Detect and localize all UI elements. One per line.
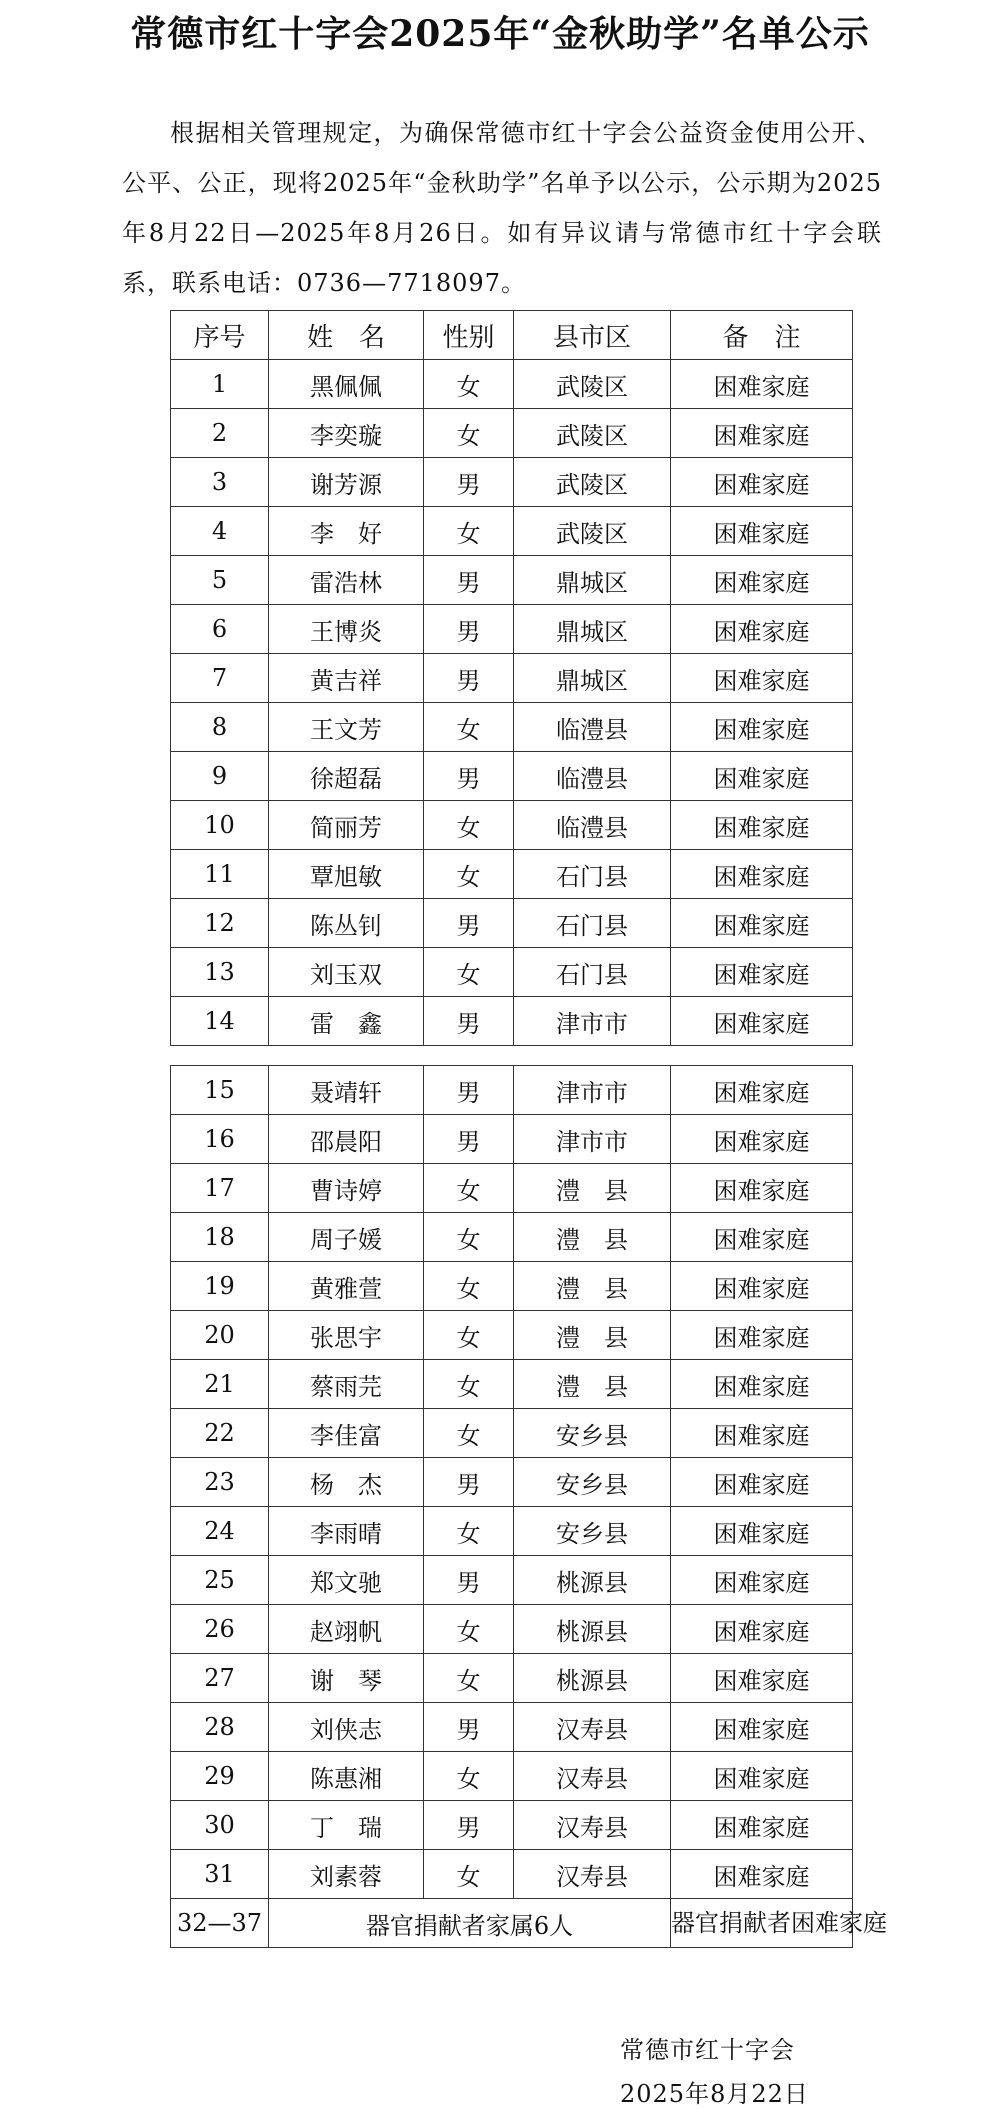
cell-name: 覃旭敏 xyxy=(269,850,424,899)
cell-note: 困难家庭 xyxy=(671,1752,853,1801)
table-row xyxy=(171,1752,853,1801)
cell-district: 安乡县 xyxy=(514,1507,671,1556)
cell-gender: 男 xyxy=(424,556,514,605)
cell-district: 石门县 xyxy=(514,948,671,997)
cell-name: 赵翊帆 xyxy=(269,1605,424,1654)
cell-gender: 女 xyxy=(424,1360,514,1409)
cell-name: 王博炎 xyxy=(269,605,424,654)
cell-name: 李 好 xyxy=(269,507,424,556)
cell-gender: 男 xyxy=(424,899,514,948)
table-row xyxy=(171,507,853,556)
cell-district: 汉寿县 xyxy=(514,1801,671,1850)
cell-district: 安乡县 xyxy=(514,1409,671,1458)
cell-no: 20 xyxy=(171,1311,269,1360)
summary-description: 器官捐献者家属6人 xyxy=(269,1899,671,1948)
cell-gender: 女 xyxy=(424,1752,514,1801)
cell-note: 困难家庭 xyxy=(671,1262,853,1311)
cell-no: 21 xyxy=(171,1360,269,1409)
cell-note: 困难家庭 xyxy=(671,1556,853,1605)
cell-district: 武陵区 xyxy=(514,409,671,458)
cell-no: 14 xyxy=(171,997,269,1046)
cell-district: 石门县 xyxy=(514,850,671,899)
cell-note: 困难家庭 xyxy=(671,948,853,997)
cell-name: 刘侠志 xyxy=(269,1703,424,1752)
cell-district: 澧 县 xyxy=(514,1164,671,1213)
cell-gender: 男 xyxy=(424,997,514,1046)
table-row xyxy=(171,1850,853,1899)
cell-name: 李奕璇 xyxy=(269,409,424,458)
cell-name: 雷 鑫 xyxy=(269,997,424,1046)
cell-note: 困难家庭 xyxy=(671,703,853,752)
table-row xyxy=(171,1164,853,1213)
cell-gender: 男 xyxy=(424,605,514,654)
table-row xyxy=(171,605,853,654)
cell-no: 3 xyxy=(171,458,269,507)
intro-paragraph: 根据相关管理规定，为确保常德市红十字会公益资金使用公开、公平、公正，现将2025年“金秋助学”名单予以公示，公示期为2025年8月22日—2025年8月26日。如有异议请与常德市红十字会联系，联系电话：0736—7718097。 xyxy=(122,119,882,297)
cell-name: 周子媛 xyxy=(269,1213,424,1262)
cell-district: 汉寿县 xyxy=(514,1850,671,1899)
roster-table-page-2 xyxy=(170,1065,887,1948)
cell-note: 困难家庭 xyxy=(671,1360,853,1409)
table-row xyxy=(171,1556,853,1605)
cell-name: 雷浩林 xyxy=(269,556,424,605)
table-row xyxy=(171,360,853,409)
cell-district: 汉寿县 xyxy=(514,1703,671,1752)
cell-no: 31 xyxy=(171,1850,269,1899)
cell-gender: 女 xyxy=(424,1262,514,1311)
cell-name: 王文芳 xyxy=(269,703,424,752)
cell-district: 临澧县 xyxy=(514,703,671,752)
cell-gender: 女 xyxy=(424,1164,514,1213)
cell-no: 16 xyxy=(171,1115,269,1164)
cell-name: 李佳富 xyxy=(269,1409,424,1458)
cell-name: 黄雅萱 xyxy=(269,1262,424,1311)
cell-district: 津市市 xyxy=(514,1066,671,1115)
cell-gender: 女 xyxy=(424,1507,514,1556)
cell-no: 25 xyxy=(171,1556,269,1605)
cell-note: 困难家庭 xyxy=(671,409,853,458)
cell-no: 19 xyxy=(171,1262,269,1311)
cell-note: 困难家庭 xyxy=(671,1409,853,1458)
cell-note: 困难家庭 xyxy=(671,1115,853,1164)
cell-no: 6 xyxy=(171,605,269,654)
cell-name: 黄吉祥 xyxy=(269,654,424,703)
table-row xyxy=(171,1507,853,1556)
cell-no: 30 xyxy=(171,1801,269,1850)
cell-name: 邵晨阳 xyxy=(269,1115,424,1164)
cell-no: 24 xyxy=(171,1507,269,1556)
cell-note: 困难家庭 xyxy=(671,801,853,850)
cell-name: 陈丛钊 xyxy=(269,899,424,948)
cell-name: 谢 琴 xyxy=(269,1654,424,1703)
cell-name: 简丽芳 xyxy=(269,801,424,850)
cell-district: 安乡县 xyxy=(514,1458,671,1507)
cell-gender: 女 xyxy=(424,1213,514,1262)
cell-note: 困难家庭 xyxy=(671,507,853,556)
cell-note: 困难家庭 xyxy=(671,1507,853,1556)
cell-no: 29 xyxy=(171,1752,269,1801)
cell-note: 困难家庭 xyxy=(671,1801,853,1850)
cell-district: 武陵区 xyxy=(514,360,671,409)
cell-no: 18 xyxy=(171,1213,269,1262)
cell-name: 李雨晴 xyxy=(269,1507,424,1556)
roster-body-2 xyxy=(171,1066,853,1899)
table-row xyxy=(171,654,853,703)
cell-note: 困难家庭 xyxy=(671,605,853,654)
cell-gender: 女 xyxy=(424,1654,514,1703)
cell-district: 澧 县 xyxy=(514,1360,671,1409)
cell-gender: 女 xyxy=(424,1850,514,1899)
cell-name: 曹诗婷 xyxy=(269,1164,424,1213)
cell-gender: 男 xyxy=(424,1458,514,1507)
cell-note: 困难家庭 xyxy=(671,1850,853,1899)
cell-gender: 女 xyxy=(424,703,514,752)
table-row xyxy=(171,1458,853,1507)
cell-district: 鼎城区 xyxy=(514,605,671,654)
table-row xyxy=(171,1311,853,1360)
cell-no: 12 xyxy=(171,899,269,948)
cell-note: 困难家庭 xyxy=(671,899,853,948)
cell-name: 陈惠湘 xyxy=(269,1752,424,1801)
table-row xyxy=(171,1360,853,1409)
cell-gender: 男 xyxy=(424,458,514,507)
header-name: 姓 名 xyxy=(269,311,424,360)
cell-gender: 女 xyxy=(424,850,514,899)
cell-no: 22 xyxy=(171,1409,269,1458)
cell-note: 困难家庭 xyxy=(671,1213,853,1262)
table-row xyxy=(171,1703,853,1752)
cell-note: 困难家庭 xyxy=(671,556,853,605)
cell-note: 困难家庭 xyxy=(671,997,853,1046)
cell-no: 27 xyxy=(171,1654,269,1703)
cell-no: 23 xyxy=(171,1458,269,1507)
cell-no: 5 xyxy=(171,556,269,605)
cell-district: 澧 县 xyxy=(514,1213,671,1262)
cell-gender: 女 xyxy=(424,948,514,997)
cell-name: 杨 杰 xyxy=(269,1458,424,1507)
cell-district: 石门县 xyxy=(514,899,671,948)
table-row xyxy=(171,1605,853,1654)
cell-district: 澧 县 xyxy=(514,1262,671,1311)
cell-district: 临澧县 xyxy=(514,752,671,801)
cell-no: 28 xyxy=(171,1703,269,1752)
table-row xyxy=(171,1115,853,1164)
cell-note: 困难家庭 xyxy=(671,1164,853,1213)
cell-gender: 男 xyxy=(424,1556,514,1605)
table-row xyxy=(171,899,853,948)
table-row xyxy=(171,1213,853,1262)
cell-no: 9 xyxy=(171,752,269,801)
cell-name: 张思宇 xyxy=(269,1311,424,1360)
summary-row xyxy=(171,1899,853,1948)
cell-note: 困难家庭 xyxy=(671,1311,853,1360)
cell-name: 徐超磊 xyxy=(269,752,424,801)
cell-district: 桃源县 xyxy=(514,1654,671,1703)
cell-note: 困难家庭 xyxy=(671,360,853,409)
cell-gender: 女 xyxy=(424,1605,514,1654)
cell-no: 2 xyxy=(171,409,269,458)
cell-district: 临澧县 xyxy=(514,801,671,850)
cell-name: 刘素蓉 xyxy=(269,1850,424,1899)
table-row xyxy=(171,801,853,850)
table-row xyxy=(171,1409,853,1458)
cell-gender: 男 xyxy=(424,1801,514,1850)
header-note: 备 注 xyxy=(671,311,853,360)
cell-name: 刘玉双 xyxy=(269,948,424,997)
cell-gender: 女 xyxy=(424,409,514,458)
table-row xyxy=(171,409,853,458)
summary-no: 32—37 xyxy=(171,1899,269,1948)
cell-note: 困难家庭 xyxy=(671,1654,853,1703)
cell-gender: 女 xyxy=(424,801,514,850)
cell-name: 聂靖轩 xyxy=(269,1066,424,1115)
cell-no: 17 xyxy=(171,1164,269,1213)
cell-district: 津市市 xyxy=(514,1115,671,1164)
cell-gender: 女 xyxy=(424,1409,514,1458)
cell-no: 7 xyxy=(171,654,269,703)
cell-district: 鼎城区 xyxy=(514,654,671,703)
summary-note: 器官捐献者困难家庭 xyxy=(671,1899,853,1948)
cell-note: 困难家庭 xyxy=(671,1605,853,1654)
header-gender: 性别 xyxy=(424,311,514,360)
header-no: 序号 xyxy=(171,311,269,360)
table-row xyxy=(171,1801,853,1850)
cell-no: 8 xyxy=(171,703,269,752)
cell-gender: 女 xyxy=(424,1311,514,1360)
cell-district: 津市市 xyxy=(514,997,671,1046)
cell-no: 11 xyxy=(171,850,269,899)
cell-no: 1 xyxy=(171,360,269,409)
cell-district: 澧 县 xyxy=(514,1311,671,1360)
cell-district: 武陵区 xyxy=(514,507,671,556)
cell-district: 桃源县 xyxy=(514,1605,671,1654)
header-district: 县市区 xyxy=(514,311,671,360)
cell-gender: 男 xyxy=(424,654,514,703)
cell-note: 困难家庭 xyxy=(671,1066,853,1115)
cell-note: 困难家庭 xyxy=(671,1458,853,1507)
cell-gender: 男 xyxy=(424,1115,514,1164)
cell-no: 13 xyxy=(171,948,269,997)
cell-name: 丁 瑞 xyxy=(269,1801,424,1850)
cell-district: 桃源县 xyxy=(514,1556,671,1605)
cell-note: 困难家庭 xyxy=(671,654,853,703)
signature-organization: 常德市红十字会 xyxy=(620,2036,795,2064)
page-title: 常德市红十字会2025年“金秋助学”名单公示 xyxy=(130,13,870,55)
table-row xyxy=(171,948,853,997)
cell-name: 黑佩佩 xyxy=(269,360,424,409)
cell-name: 郑文驰 xyxy=(269,1556,424,1605)
cell-note: 困难家庭 xyxy=(671,458,853,507)
cell-gender: 男 xyxy=(424,1703,514,1752)
table-header-row xyxy=(171,311,853,360)
signature-date: 2025年8月22日 xyxy=(620,2080,809,2108)
table-row xyxy=(171,556,853,605)
cell-no: 26 xyxy=(171,1605,269,1654)
roster-body-1 xyxy=(171,360,853,1046)
cell-gender: 女 xyxy=(424,360,514,409)
table-row xyxy=(171,997,853,1046)
cell-district: 武陵区 xyxy=(514,458,671,507)
table-row xyxy=(171,850,853,899)
cell-name: 谢芳源 xyxy=(269,458,424,507)
table-row xyxy=(171,458,853,507)
cell-gender: 男 xyxy=(424,752,514,801)
cell-note: 困难家庭 xyxy=(671,850,853,899)
cell-note: 困难家庭 xyxy=(671,1703,853,1752)
cell-name: 蔡雨芫 xyxy=(269,1360,424,1409)
cell-district: 汉寿县 xyxy=(514,1752,671,1801)
table-row xyxy=(171,1066,853,1115)
table-row xyxy=(171,1654,853,1703)
cell-gender: 男 xyxy=(424,1066,514,1115)
cell-no: 15 xyxy=(171,1066,269,1115)
roster-table-page-1 xyxy=(170,310,853,1046)
cell-gender: 女 xyxy=(424,507,514,556)
cell-no: 10 xyxy=(171,801,269,850)
cell-district: 鼎城区 xyxy=(514,556,671,605)
cell-no: 4 xyxy=(171,507,269,556)
table-row xyxy=(171,1262,853,1311)
table-row xyxy=(171,752,853,801)
table-row xyxy=(171,703,853,752)
cell-note: 困难家庭 xyxy=(671,752,853,801)
